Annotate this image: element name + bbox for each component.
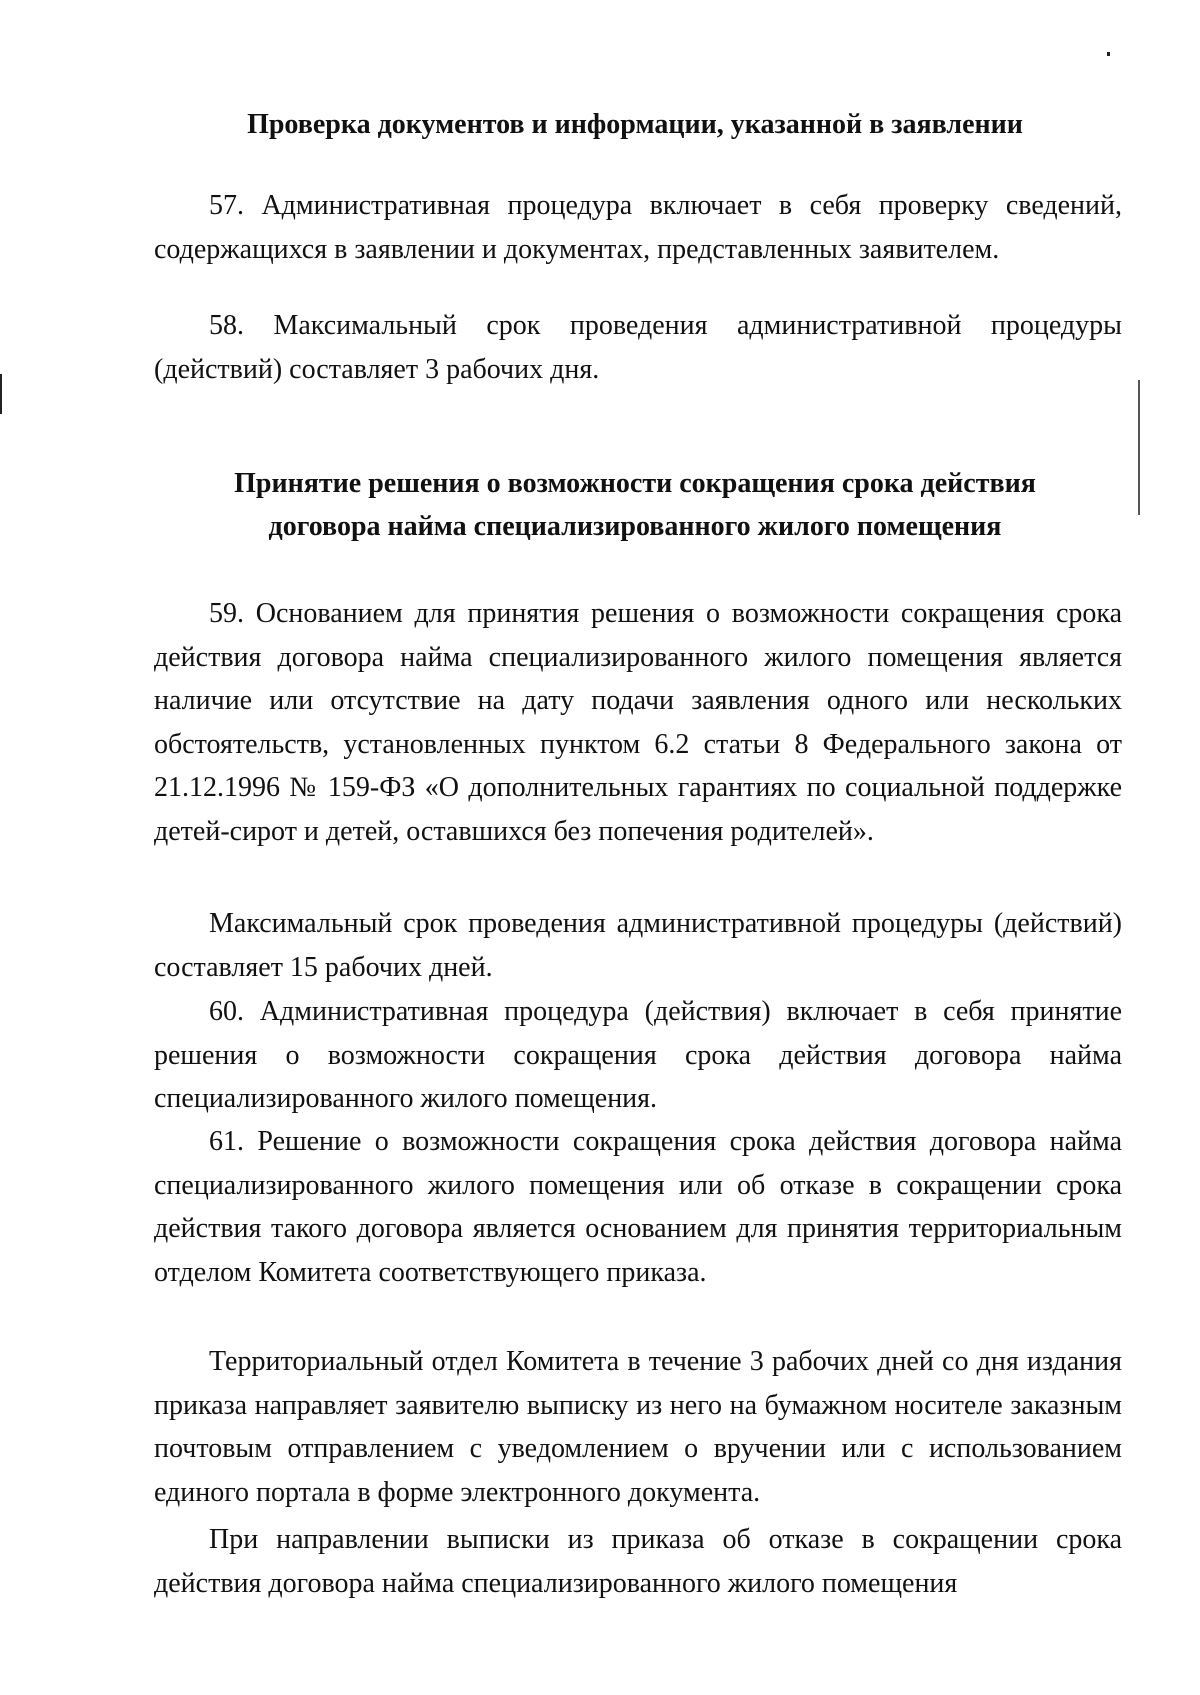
paragraph-57: 57. Административная процедура включает в себя проверку сведений, содержащихся в заявлении и документах, представленных заявителем. [154, 190, 1122, 265]
section-heading-decision-line-1: Принятие решения о возможности сокращения срока действия [234, 468, 1036, 499]
section-heading-decision [150, 462, 1120, 548]
scan-edge-mark-left [0, 374, 2, 414]
paragraph-59: 59. Основанием для принятия решения о возможности сокращения срока действия договора найма специализированного жилого помещения является наличие или отсутствие на дату подачи заявления одного или нескольких обстоятельств, установленных пунктом 6.2 статьи 8 Федерального закона от 21.12.1996 № 159-ФЗ «О дополнительных гарантиях по социальной поддержке детей-сирот и детей, оставшихся без попечения родителей». [154, 598, 1122, 847]
scan-edge-mark-right [1138, 380, 1140, 515]
paragraph-58: 58. Максимальный срок проведения административной процедуры (действий) составляет 3 рабочих дня. [154, 310, 1122, 385]
section-heading-decision-line-2: договора найма специализированного жилого помещения [268, 511, 1002, 542]
scan-dot-mark [1107, 52, 1110, 56]
section-heading-document-check: Проверка документов и информации, указанной в заявлении [247, 109, 1023, 140]
paragraph-refusal-notice: При направлении выписки из приказа об отказе в сокращении срока действия договора найма специализированного жилого помещения [154, 1524, 1122, 1599]
paragraph-61: 61. Решение о возможности сокращения срока действия договора найма специализированного жилого помещения или об отказе в сокращении срока действия такого договора является основанием для принятия территориальным отделом Комитета соответствующего приказа. [154, 1126, 1122, 1288]
paragraph-59-duration: Максимальный срок проведения административной процедуры (действий) составляет 15 рабочих дней. [154, 908, 1122, 983]
paragraph-61-notification: Территориальный отдел Комитета в течение 3 рабочих дней со дня издания приказа направляет заявителю выписку из него на бумажном носителе заказным почтовым отправлением с уведомлением о вручении или с использованием единого портала в форме электронного документа. [154, 1346, 1122, 1508]
paragraph-60: 60. Административная процедура (действия) включает в себя принятие решения о возможности сокращения срока действия договора найма специализированного жилого помещения. [154, 996, 1122, 1115]
